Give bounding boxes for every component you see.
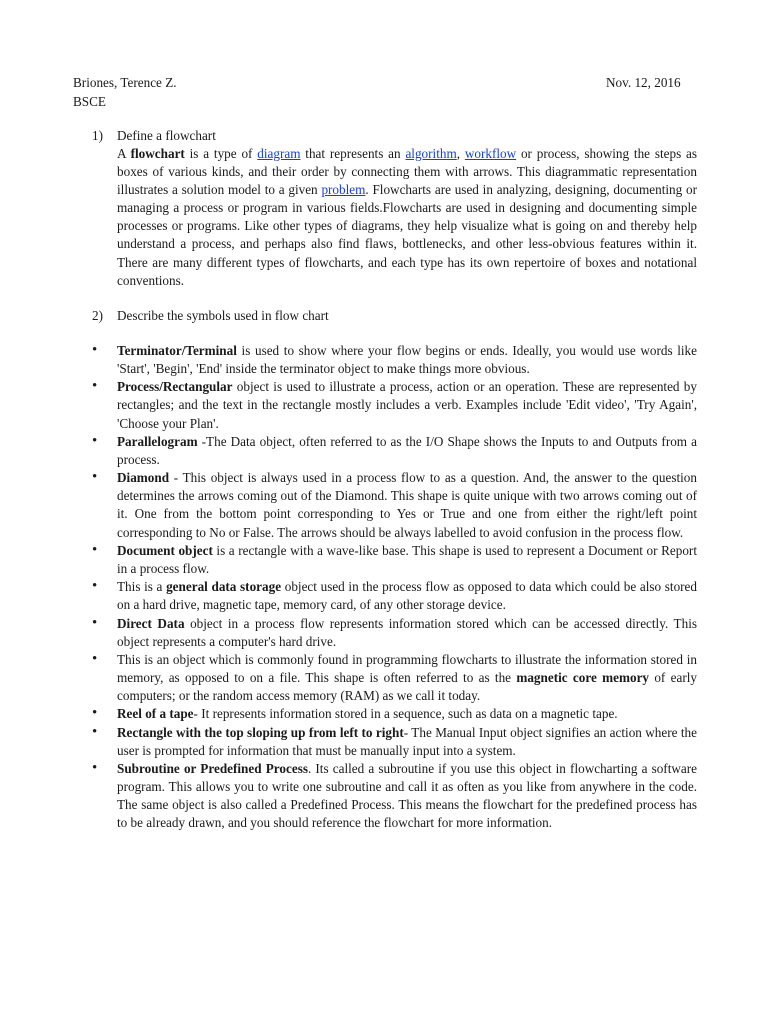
list-item [0,342,697,378]
item-text: is a rectangle with a wave-like base. This shape is used to represent a Document or Report in a process flow. [117,542,697,576]
workflow-link[interactable]: workflow [464,146,517,161]
bullet-icon: • [92,432,98,449]
list-item [0,724,697,760]
bullet-icon: • [92,723,98,740]
answer-text: , [456,146,465,161]
flowchart-definition [117,145,697,290]
item-text: - The Manual Input object signifies an action where the user is prompted for information that must be manually input into a system. [117,724,698,758]
document-date: Nov. 12, 2016 [606,75,681,90]
question-1-title: Define a flowchart [117,128,216,143]
list-item [0,705,697,723]
symbol-name: Parallelogram [117,433,198,449]
symbols-list [0,342,768,833]
item-text: object is used to illustrate a process, action or an operation. These are represented by rectangles; and the text in the rectangle mostly includes a verb. Examples include 'Edit video', 'Try Again', 'Choose your Plan'. [117,379,697,431]
bullet-icon: • [92,378,98,395]
bullet-icon: • [92,614,98,631]
symbol-name: general data storage [166,579,282,595]
answer-text: that represents an [300,146,406,161]
question-2-number: 2) [92,308,103,323]
course: BSCE [73,93,106,109]
question-1-number: 1) [92,128,103,143]
bullet-icon: • [92,342,98,358]
symbol-name: magnetic core memory [516,670,650,685]
symbol-name: Reel of a tape [117,706,194,722]
symbol-name: Terminator/Terminal [117,343,237,358]
answer-text: is a type of [184,146,258,161]
author-block [73,74,177,111]
bullet-icon: • [92,541,98,558]
flowchart-term: flowchart [130,146,185,161]
symbol-name: Rectangle with the top sloping up from left to right [117,724,404,740]
problem-link[interactable]: problem [321,182,366,198]
bullet-icon: • [92,469,98,486]
bullet-icon: • [92,650,98,667]
item-text: object used in the process flow as opposed to data which could be also stored on a hard drive, magnetic tape, memory card, of any other storage device. [117,579,697,613]
list-item [0,760,697,832]
diagram-link[interactable]: diagram [257,146,301,161]
item-text: of early computers; or the random access memory (RAM) as we call it today. [117,670,697,704]
item-text: - This object is always used in a process flow to as a question. And, the answer to the question determines the arrows coming out of the Diamond. This shape is quite unique with two arrows coming out of it. One from the bottom point corresponding to Yes or True and one from either the right/left point corresponding to No or False. The arrows should be always labelled to avoid confusion in the process flow. [117,470,697,540]
symbol-name: Document object [117,542,213,558]
question-2-title: Describe the symbols used in flow chart [117,308,329,323]
item-text: - It represents information stored in a sequence, such as data on a magnetic tape. [193,706,618,722]
algorithm-link[interactable]: algorithm [405,146,457,161]
list-item [0,578,697,614]
bullet-icon: • [92,705,98,722]
item-text: is used to show where your flow begins or ends. Ideally, you would use words like 'Start', 'Begin', 'End' inside the terminator object to make things more obvious. [117,343,697,377]
list-item [0,433,697,469]
list-item [0,378,697,432]
symbol-name: Direct Data [117,615,185,631]
list-item [0,542,697,578]
list-item [0,469,697,541]
bullet-icon: • [92,578,98,595]
item-text: This is a [117,579,167,595]
symbol-name: Subroutine or Predefined Process [117,761,308,777]
symbol-name: Process/Rectangular [117,379,233,395]
symbol-name: Diamond [117,470,170,486]
list-item [0,615,697,651]
bullet-icon: • [92,760,98,777]
answer-text: A [117,146,131,161]
author-name: Briones, Terence Z. [73,75,177,90]
item-text: . Its called a subroutine if you use this object in flowcharting a software program. This allows you to write one subroutine and call it as often as you like from anywhere in the code. The same object is also called a Predefined Process. This means the flowchart for the predefined process has to be already drawn, and you should reference the flowchart for more information. [117,761,697,831]
answer-text: . Flowcharts are used in analyzing, designing, documenting or managing a process or program in various fields.Flowcharts are used in designing and documenting simple processes or programs. Like other types of diagrams, they help visualize what is going on and thereby help understand a process, and perhaps also find flaws, bottlenecks, and other less-obvious features within it. There are many different types of flowcharts, and each type has its own repertoire of boxes and notational conventions. [117,182,697,288]
list-item [0,651,697,705]
item-text: This is an object which is commonly found in programming flowcharts to illustrate the information stored in memory, as opposed to on a file. This shape is often referred to as the [117,651,697,685]
item-text: object in a process flow represents information stored which can be accessed directly. This object represents a computer's hard drive. [117,615,697,649]
answer-text: or process, showing the steps as boxes of various kinds, and their order by connecting them with arrows. This diagrammatic representation illustrates a solution model to a given [117,146,698,198]
item-text: -The Data object, often referred to as the I/O Shape shows the Inputs to and Outputs from a process. [117,433,697,467]
